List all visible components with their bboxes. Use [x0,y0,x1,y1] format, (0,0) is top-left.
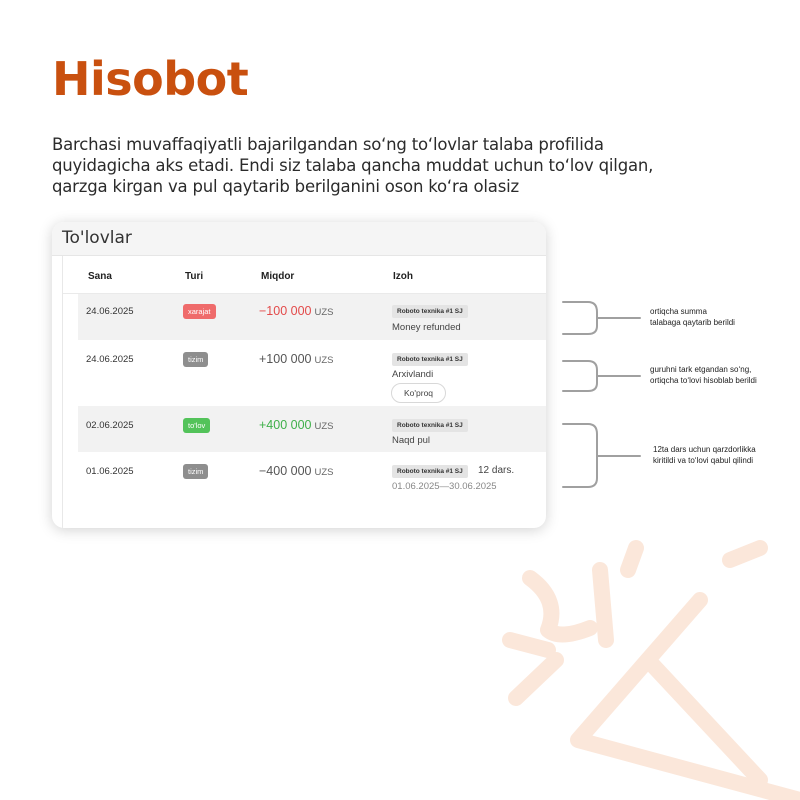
more-button[interactable]: Ko'proq [391,383,446,403]
group-tag: Roboto texnika #1 SJ [392,419,468,432]
row-note: Money refunded [392,322,461,333]
period-range: 01.06.2025—30.06.2025 [392,481,497,492]
row-note: Naqd pul [392,435,431,446]
column-amount: Miqdor [261,271,295,282]
row-note: Arxivlandi [392,369,434,380]
row-date: 01.06.2025 [86,466,134,477]
row-date: 02.06.2025 [86,420,134,431]
row-date: 24.06.2025 [86,306,134,317]
type-badge-system: tizim [183,352,208,367]
row-amount: +100 000 UZS [259,352,334,366]
type-badge-payment: to'lov [183,418,210,433]
column-note: Izoh [393,271,413,282]
card-title: To'lovlar [52,222,546,256]
page-title: Hisobot [52,52,249,106]
row-amount: +400 000 UZS [259,418,334,432]
intro-text: Barchasi muvaffaqiyatli bajarilgandan so‘ng to‘lovlar talaba profilida quyidagicha aks etadi. Endi siz talaba qancha muddat uchun to‘lov qilgan, qarzga kirgan va pul qaytarib berilganini oson ko‘ra olasiz [52,135,654,196]
type-badge-system: tizim [183,464,208,479]
group-tag: Roboto texnika #1 SJ [392,465,468,478]
group-tag: Roboto texnika #1 SJ [392,353,468,366]
row-amount: −400 000 UZS [259,464,334,478]
row-date: 24.06.2025 [86,354,134,365]
column-type: Turi [185,271,204,282]
annotation-debt: 12ta dars uchun qarzdorlikka kiritildi va to‘lovi qabul qilindi [653,445,756,465]
annotation-refund: ortiqcha summa talabaga qaytarib berildi [650,307,735,327]
group-tag: Roboto texnika #1 SJ [392,305,468,318]
row-amount: −100 000 UZS [259,304,334,318]
type-badge-expense: xarajat [183,304,216,319]
column-date: Sana [88,271,112,282]
annotation-recalculated: guruhni tark etgandan so‘ng, ortiqcha to‘lovi hisoblab berildi [650,365,757,385]
row-note: 12 dars. [478,465,515,476]
